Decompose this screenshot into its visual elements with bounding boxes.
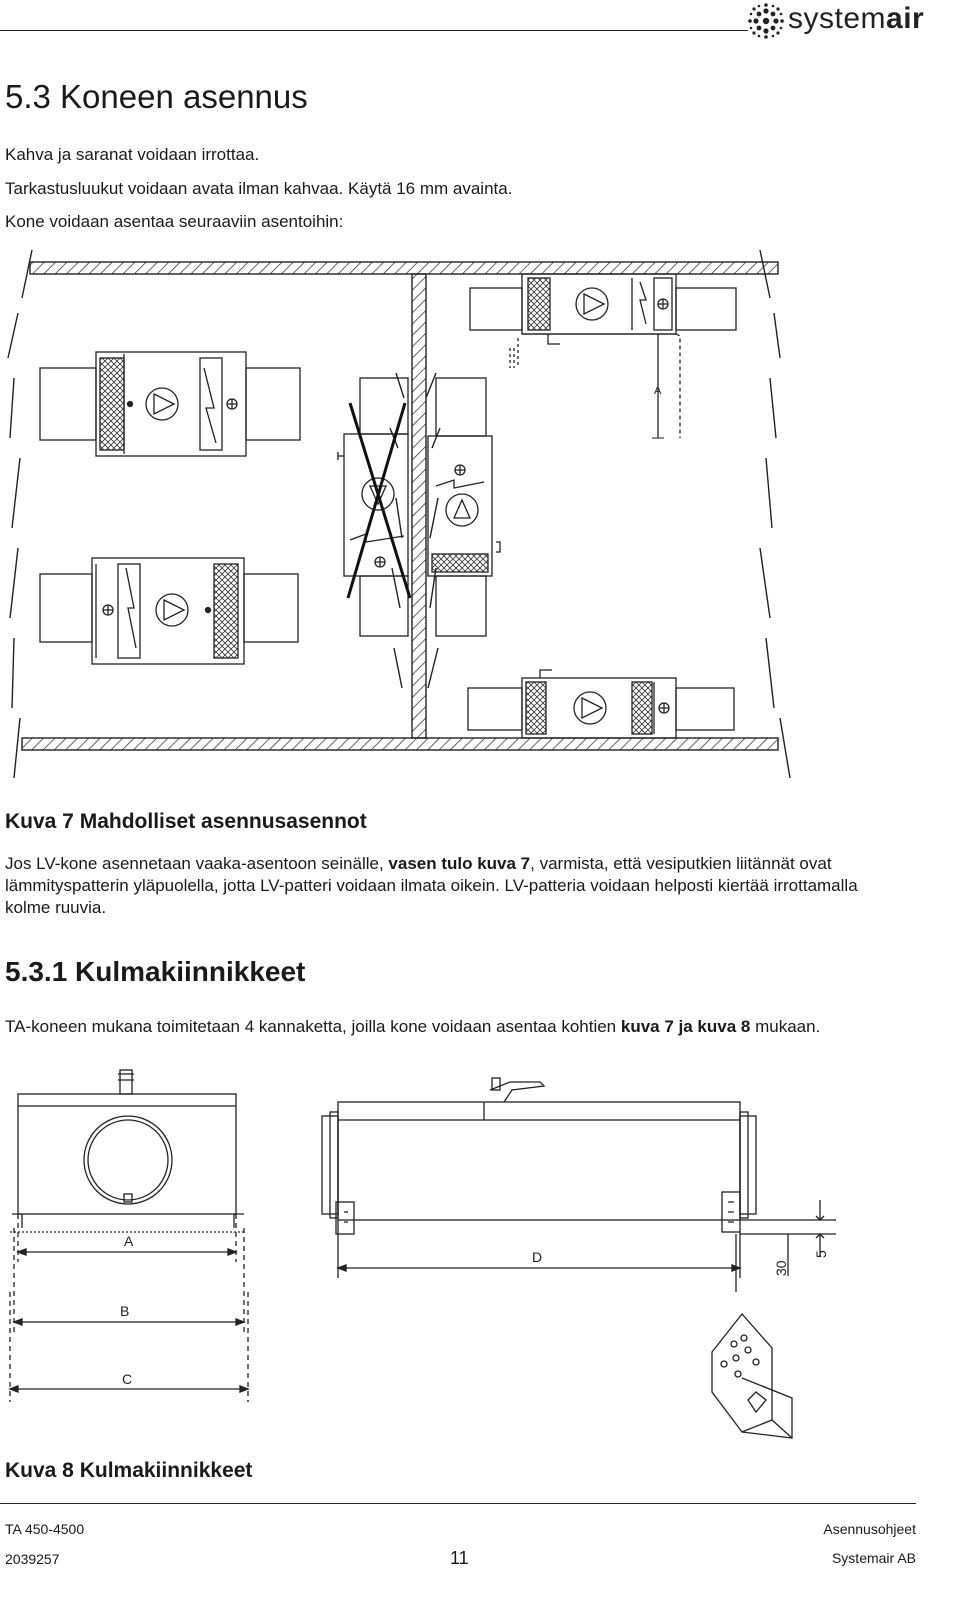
footer-rule — [0, 1503, 916, 1504]
brackets-text-bold: kuva 7 ja kuva 8 — [620, 1017, 751, 1036]
figure-8-caption: Kuva 8 Kulmakiinnikkeet — [5, 1459, 253, 1482]
figure-7-dimension-a: A — [654, 385, 662, 397]
dim-label-30: 30 — [773, 1260, 789, 1276]
figure-7-installation-positions — [0, 238, 960, 798]
intro-line-2: Tarkastusluukut voidaan avata ilman kahvaa. Käytä 16 mm avainta. — [5, 179, 513, 198]
logo-wordmark — [788, 2, 924, 36]
unit-floor — [468, 670, 734, 738]
footer-doc-number: 2039257 — [5, 1551, 60, 1567]
body-paragraph — [5, 853, 905, 919]
systemair-logo — [748, 0, 953, 42]
figure-8-corner-brackets — [0, 1062, 960, 1442]
dim-label-b: B — [120, 1303, 130, 1319]
logo-dots-icon — [748, 3, 784, 39]
brackets-text-part2: mukaan. — [750, 1017, 821, 1036]
unit-ceiling — [470, 274, 736, 438]
unit-wall-left-upper — [40, 352, 300, 456]
subsection-title: 5.3.1 Kulmakiinnikkeet — [5, 956, 306, 987]
wrong-cross-icon — [348, 403, 410, 598]
ceiling-slab — [30, 262, 778, 274]
logo-prefix: system — [788, 2, 887, 35]
dim-label-c: C — [122, 1371, 133, 1387]
footer-company: Systemair AB — [831, 1550, 916, 1566]
dim-label-a: A — [124, 1233, 134, 1249]
unit-wall-left-lower — [40, 558, 298, 664]
dim-label-d: D — [532, 1249, 543, 1265]
brackets-text-part1: TA-koneen mukana toimitetaan 4 kannaketta, joilla kone voidaan asentaa kohtien — [5, 1017, 621, 1036]
body-text-part1: Jos LV-kone asennetaan vaaka-asentoon seinälle, — [5, 854, 389, 873]
footer-doc-type: Asennusohjeet — [823, 1521, 916, 1537]
figure-7-caption: Kuva 7 Mahdolliset asennusasennot — [5, 810, 367, 833]
body-text-bold: vasen tulo kuva 7 — [388, 854, 531, 873]
floor-slab — [22, 738, 778, 750]
section-title: 5.3 Koneen asennus — [5, 78, 308, 115]
dim-label-5: 5 — [813, 1250, 829, 1258]
brackets-paragraph — [5, 1016, 885, 1038]
header-rule — [0, 30, 748, 31]
intro-line-3: Kone voidaan asentaa seuraaviin asentoihin: — [5, 212, 344, 231]
unit-vertical-correct — [428, 378, 500, 636]
center-wall — [412, 274, 426, 738]
footer-page-number: 11 — [450, 1548, 469, 1568]
intro-line-1: Kahva ja saranat voidaan irrottaa. — [5, 145, 260, 164]
body-text-part2: , varmista, että vesiputkien liitännät ovat lämmityspatterin yläpuolella, jotta LV-patteri voidaan ilmata oikein. LV-patteria voidaan helposti kiertää irrottamalla kolme ruuvia. — [5, 854, 858, 917]
logo-suffix: air — [886, 2, 925, 35]
footer-model: TA 450-4500 — [5, 1521, 85, 1537]
